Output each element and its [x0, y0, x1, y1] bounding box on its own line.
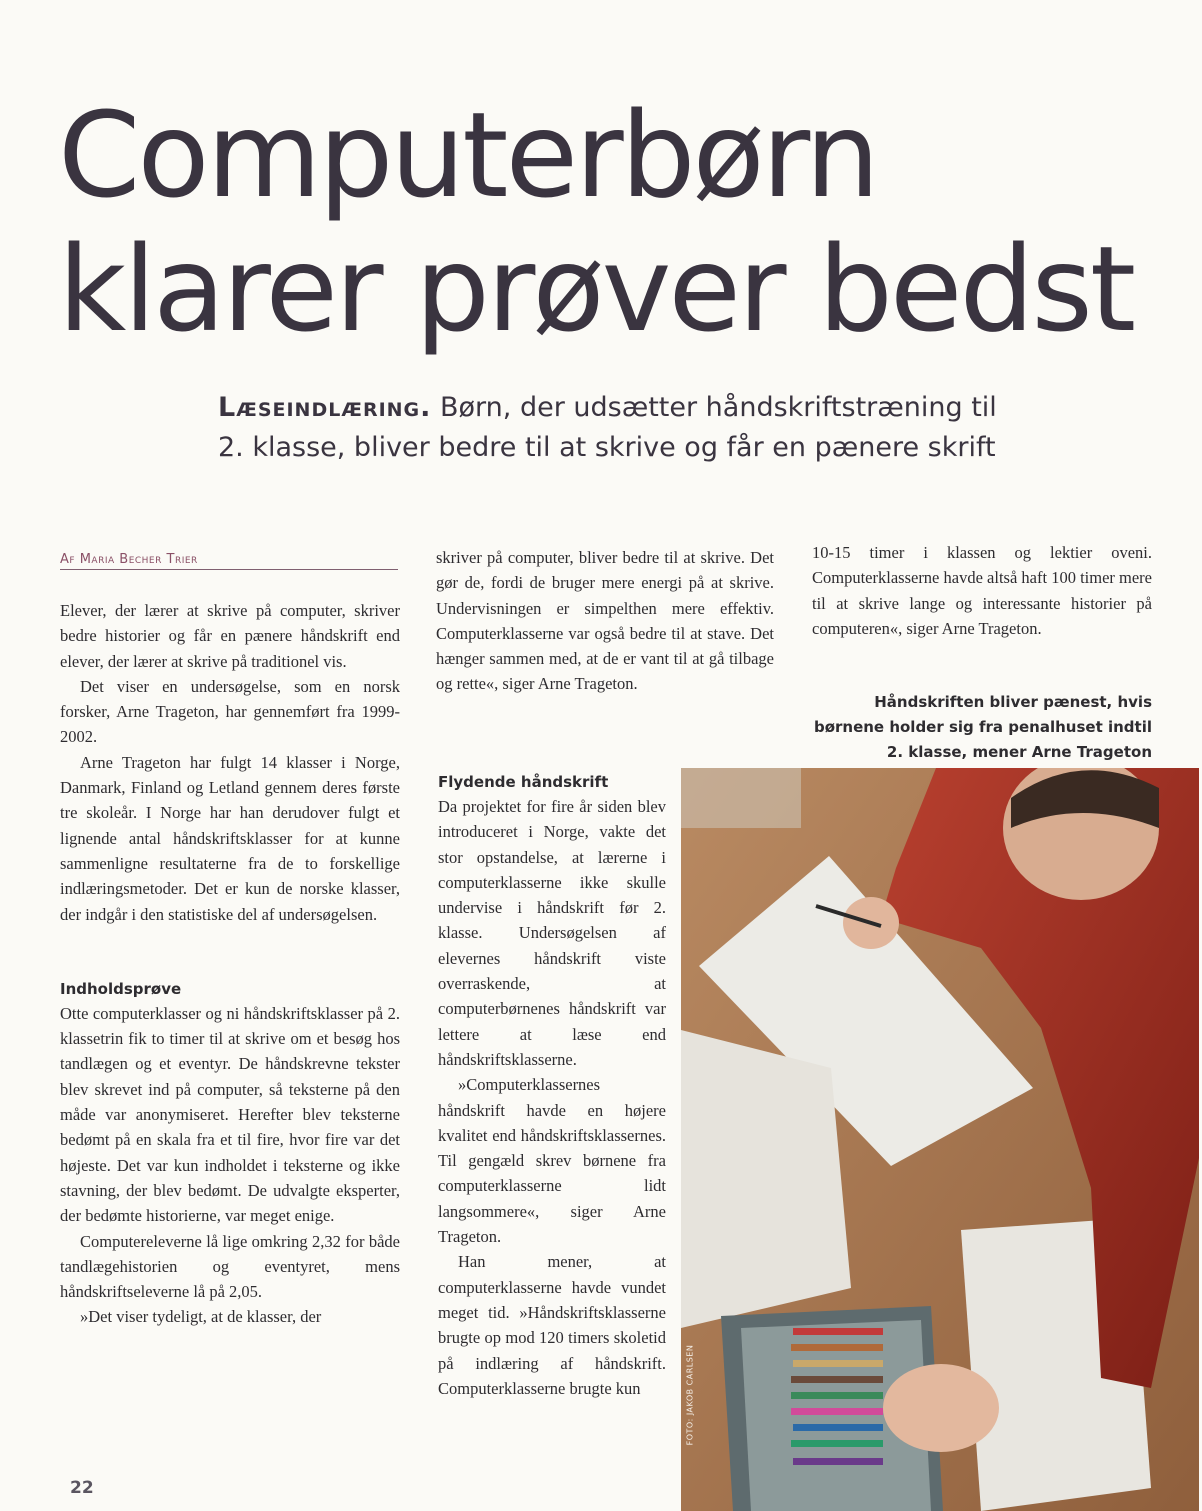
- paragraph: Elever, der lærer at skrive på computer, skriver bedre historier og får en pænere håndskrift end elever, der lærer at skrive på traditionel vis.: [60, 601, 400, 671]
- deck-line-2: 2. klasse, bliver bedre til at skrive og får en pænere skrift: [218, 432, 996, 463]
- headline: [58, 88, 1133, 356]
- article-column-1: [60, 598, 400, 1330]
- deck: [218, 388, 1078, 468]
- photo-child-writing: [681, 768, 1199, 1511]
- page-number: 22: [70, 1478, 94, 1498]
- photo-credit: FOTO: JAKOB CARLSEN: [685, 1344, 695, 1446]
- paragraph: skriver på computer, bliver bedre til at skrive. Det gør de, fordi de bruger mere energi på at skrive. Undervisningen er simpelthen mere effektiv. Computerklasserne var også bedre til at stave. Det hænger sammen med, at de er vant til at gå tilbage og rette«, siger Arne Trageton.: [436, 548, 774, 694]
- paragraph: Da projektet for fire år siden blev introduceret i Norge, vakte det stor opstandelse, at lærerne i computerklasserne ikke skulle undervise i håndskrift før 2. klasse. Undersøgelsen af elevernes håndskrift viste overraskende, at computerbørnenes håndskrift var lettere at læse end håndskriftsklasserne.: [438, 797, 666, 1069]
- deck-line-1: Børn, der udsætter håndskriftstræning til: [440, 392, 997, 423]
- paragraph: Han mener, at computerklasserne havde vundet meget tid. »Håndskriftsklasserne brugte op mod 120 timers skoletid på indlæring af håndskrift. Computerklasserne brugte kun: [438, 1252, 666, 1398]
- article-column-2-bottom: [438, 770, 666, 1401]
- section-heading-indholdsprove: Indholdsprøve: [60, 979, 182, 998]
- paragraph: Computereleverne lå lige omkring 2,32 for både tandlægehistorien og eventyret, mens håndskriftseleverne lå på 2,05.: [60, 1231, 400, 1302]
- paragraph: 10-15 timer i klassen og lektier oveni. Computerklasserne havde altså haft 100 timer mere til at skrive lange og interessante historier på computeren«, siger Arne Trageton.: [812, 543, 1152, 638]
- paragraph: »Computerklassernes håndskrift havde en højere kvalitet end håndskriftsklassernes. Til gengæld skrev børnene fra computerklasserne lidt langsommere«, siger Arne Trageton.: [438, 1075, 666, 1247]
- headline-line-1: Computerbørn: [58, 86, 877, 224]
- pull-quote: Håndskriften bliver pænest, hvis børnene holder sig fra penalhuset indtil 2. klasse, mener Arne Trageton: [813, 693, 1152, 761]
- paragraph: »Det viser tydeligt, at de klasser, der: [80, 1307, 322, 1327]
- headline-line-2: klarer prøver bedst: [58, 220, 1134, 358]
- article-column-3: [812, 540, 1152, 641]
- photo-illustration: [681, 768, 1199, 1511]
- paragraph: Det viser en undersøgelse, som en norsk forsker, Arne Trageton, har gennemført fra 1999-2002.: [60, 676, 400, 747]
- deck-kicker: Læseindlæring.: [218, 392, 432, 423]
- article-column-2-top: [436, 545, 774, 697]
- paragraph: Otte computerklasser og ni håndskriftsklasser på 2. klassetrin fik to timer til at skrive om et besøg hos tandlægen og et eventyr. De håndskrevne tekster blev skrevet ind på computer, så teksterne på den måde var anonymiseret. Herefter blev teksterne bedømt på en skala fra et til fire, hvor fire var det højeste. Det var kun indholdet i teksterne og ikke stavning, der blev bedømt. De udvalgte eksperter, der bedømte historierne, var meget enige.: [60, 1003, 400, 1226]
- paragraph: Arne Trageton har fulgt 14 klasser i Norge, Danmark, Finland og Letland gennem deres første tre skoleår. I Norge har han derudover fulgt et lignende antal håndskriftsklasser for at kunne sammenligne resultaterne fra de to forskellige indlæringsmetoder. Det er kun de norske klasser, der indgår i den statistiske del af undersøgelsen.: [60, 752, 400, 924]
- colored-pencils: [791, 1328, 883, 1465]
- section-heading-flydende-handskrift: Flydende håndskrift: [438, 773, 609, 791]
- byline: Af Maria Becher Trier: [60, 552, 398, 570]
